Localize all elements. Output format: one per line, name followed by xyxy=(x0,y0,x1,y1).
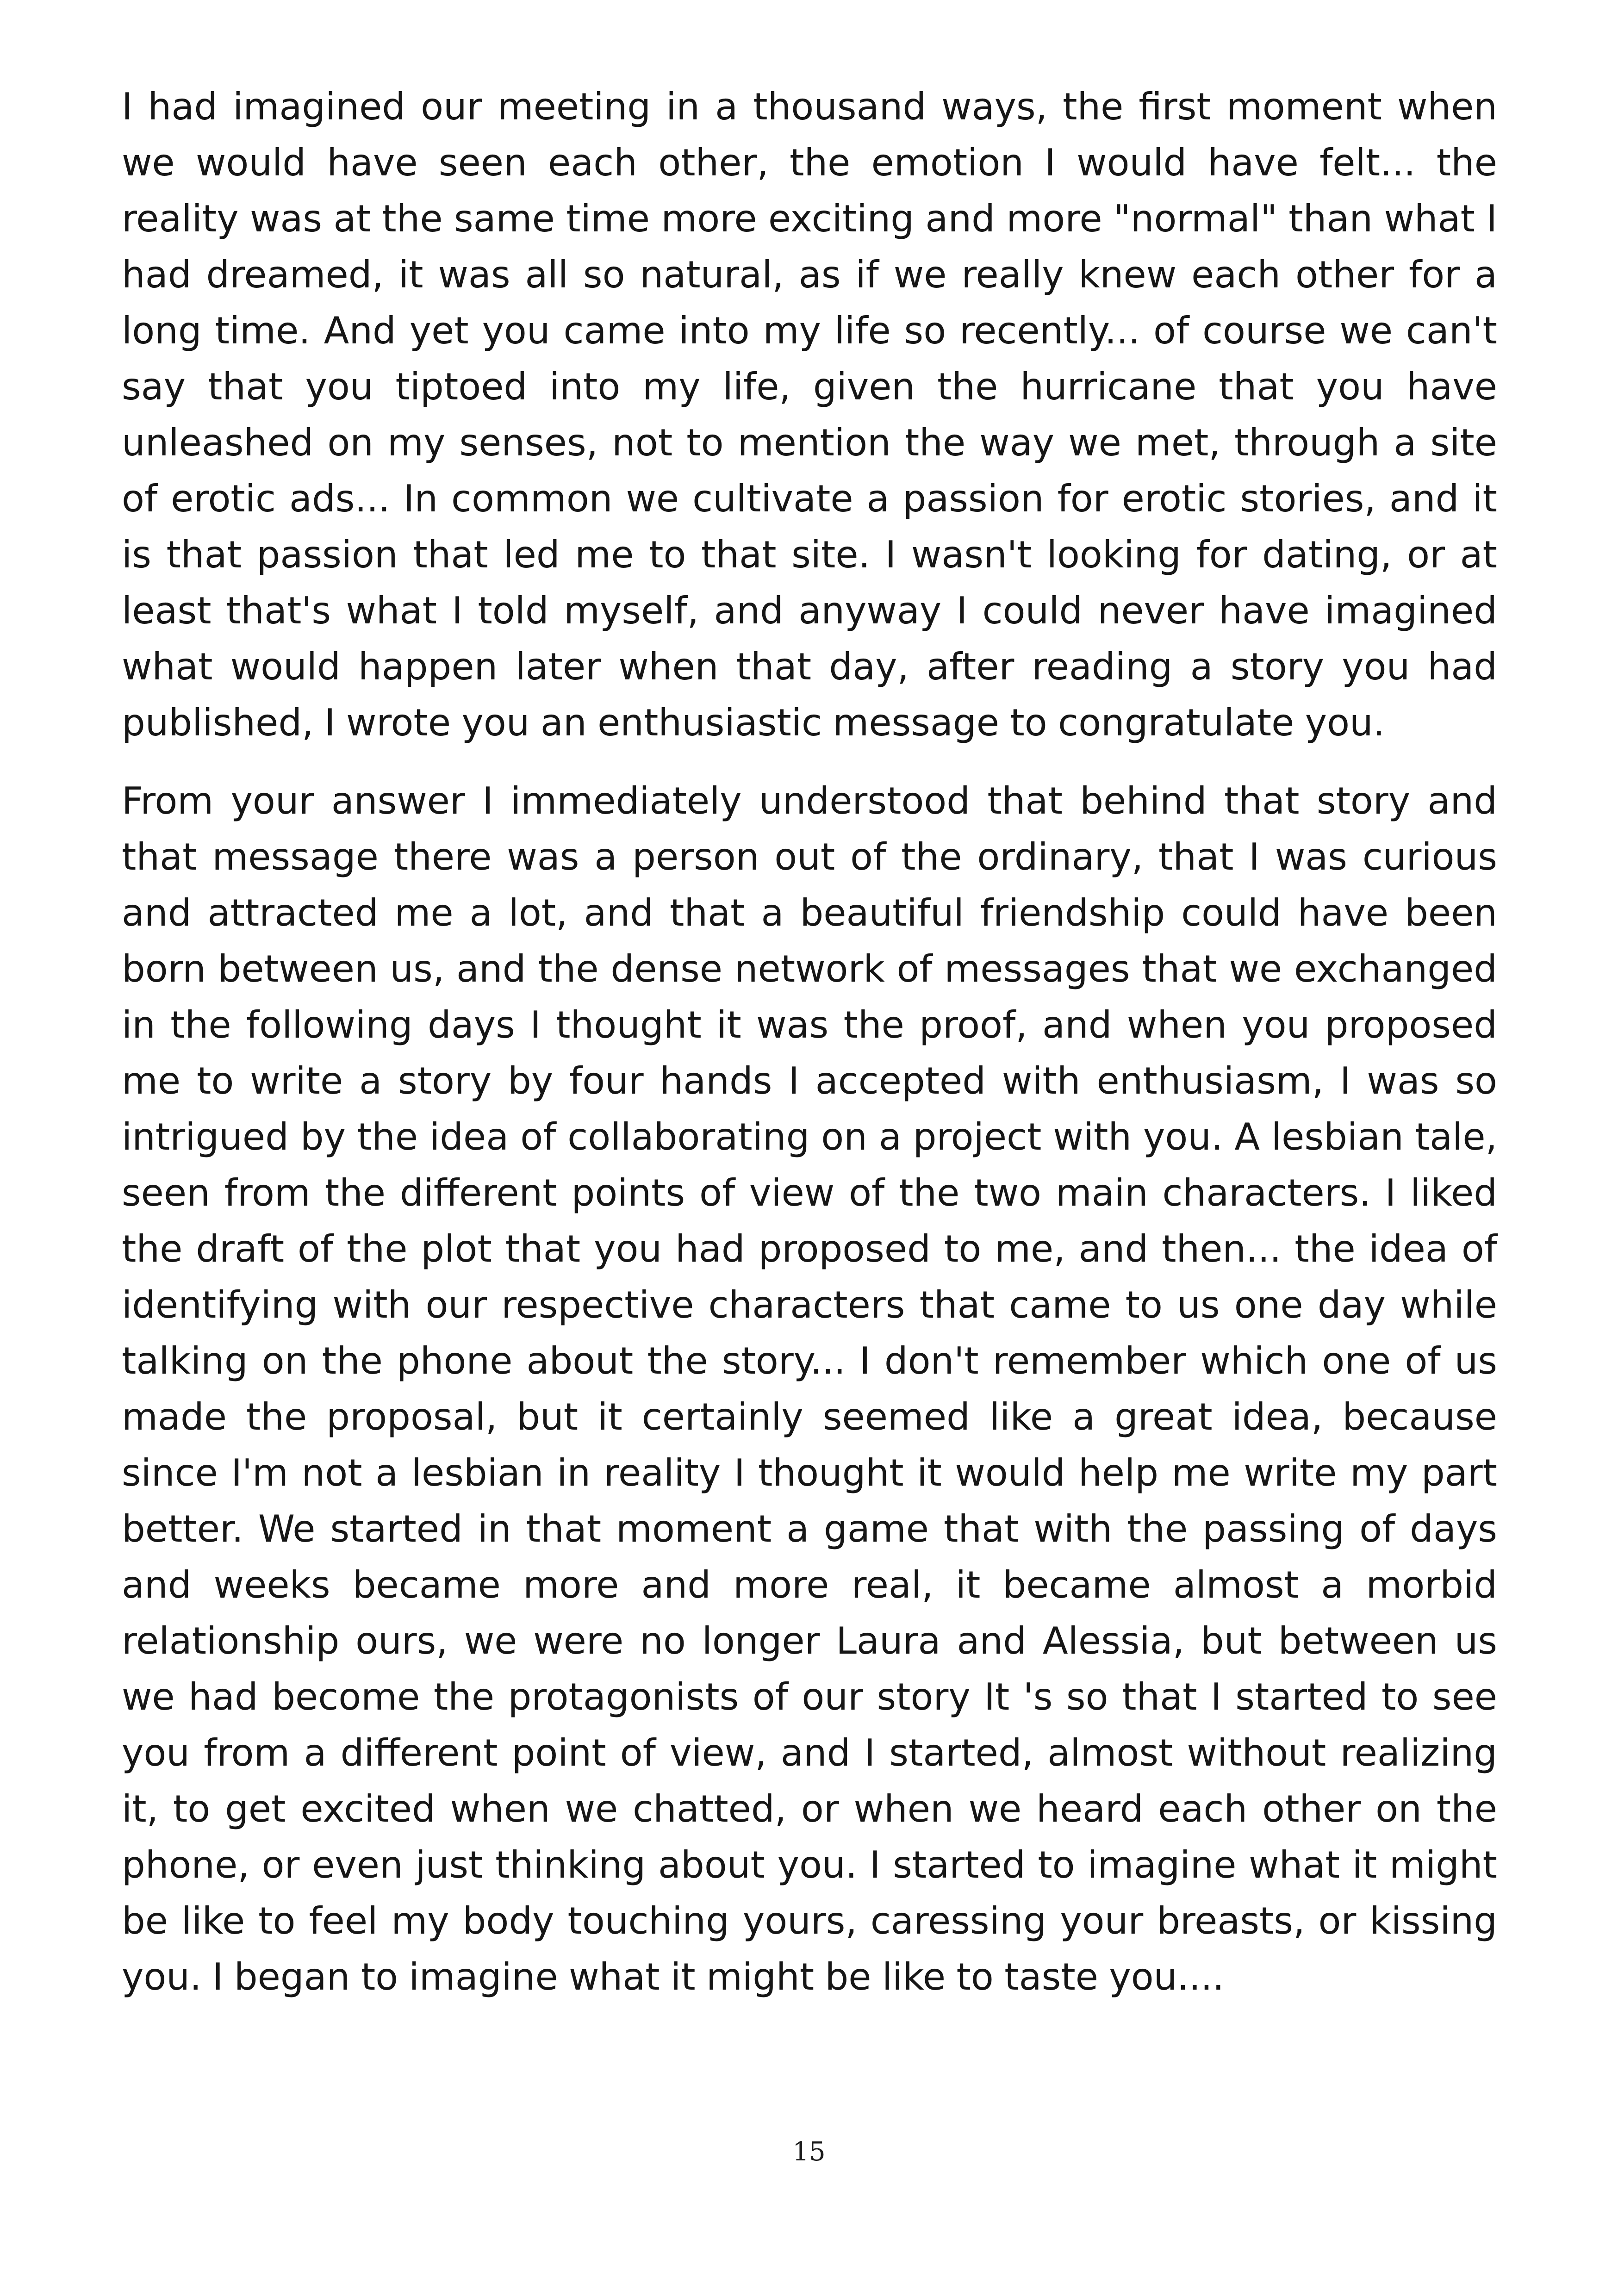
paragraph-1: I had imagined our meeting in a thousand ways, the first moment when we would have seen each other, the emotion I would have felt... the reality was at the same time more exciting and more "normal" than what I had dreamed, it was all so natural, as if we really knew each other for a long time. And yet you came into my life so recently... of course we can't say that you tiptoed into my life, given the hurricane that you have unleashed on my senses, not to mention the way we met, through a site of erotic ads... In common we cultivate a passion for erotic stories, and it is that passion that led me to that site. I wasn't looking for dating, or at least that's what I told myself, and anyway I could never have imagined what would happen later when that day, after reading a story you had published, I wrote you an enthusiastic message to congratulate you. xyxy=(122,85,1497,744)
page-number: 15 xyxy=(792,2137,826,2167)
paragraph-2: From your answer I immediately understood that behind that story and that message there was a person out of the ordinary, that I was curious and attracted me a lot, and that a beautiful friendship could have been born between us, and the dense network of messages that we exchanged in the following days I thought it was the proof, and when you proposed me to write a story by four hands I accepted with enthusiasm, I was so intrigued by the idea of collaborating on a project with you. A lesbian tale, seen from the different points of view of the two main characters. I liked the draft of the plot that you had proposed to me, and then... the idea of identifying with our respective characters that came to us one day while talking on the phone about the story... I don't remember which one of us made the proposal, but it certainly seemed like a great idea, because since I'm not a lesbian in reality I thought it would help me write my part better. We started in that moment a game that with the passing of days and weeks became more and more real, it became almost a morbid relationship ours, we were no longer Laura and Alessia, but between us we had become the protagonists of our story It 's so that I started to see you from a different point of view, and I started, almost without realizing it, to get excited when we chatted, or when we heard each other on the phone, or even just thinking about you. I started to imagine what it might be like to feel my body touching yours, caressing your breasts, or kissing you. I began to imagine what it might be like to taste you.... xyxy=(122,779,1497,1998)
body-text xyxy=(122,79,1497,2027)
